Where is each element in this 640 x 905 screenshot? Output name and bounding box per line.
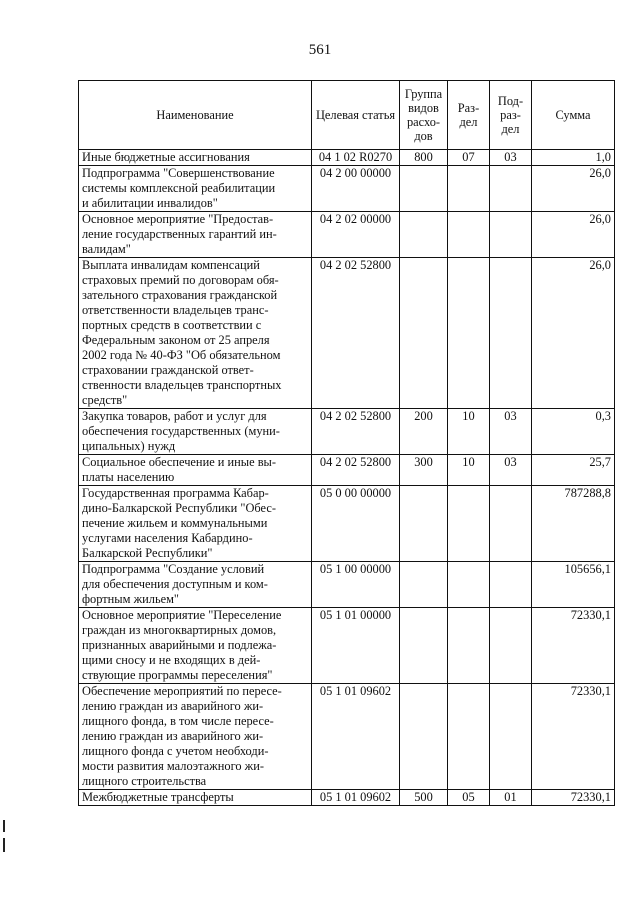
table-row — [79, 608, 615, 684]
row-section — [448, 258, 490, 409]
row-section — [448, 684, 490, 790]
row-name: Социальное обеспечение и иные вы- платы населению — [79, 455, 312, 486]
row-target: 05 1 01 09602 — [312, 684, 400, 790]
row-group: 300 — [400, 455, 448, 486]
row-section — [448, 608, 490, 684]
table-row — [79, 790, 615, 806]
row-sum: 72330,1 — [532, 608, 615, 684]
row-subsection — [490, 486, 532, 562]
row-group — [400, 166, 448, 212]
row-name: Подпрограмма "Создание условий для обеспечения доступным и ком- фортным жильем" — [79, 562, 312, 608]
row-section — [448, 166, 490, 212]
header-section: Раз-дел — [448, 81, 490, 150]
row-subsection: 03 — [490, 455, 532, 486]
header-subsection: Под-раз-дел — [490, 81, 532, 150]
table-header-row — [79, 81, 615, 150]
table-row — [79, 150, 615, 166]
header-name: Наименование — [79, 81, 312, 150]
row-section: 05 — [448, 790, 490, 806]
row-target: 04 2 02 52800 — [312, 409, 400, 455]
row-subsection: 01 — [490, 790, 532, 806]
row-section: 10 — [448, 455, 490, 486]
row-name: Государственная программа Кабар- дино-Балкарской Республики "Обес- печение жильем и коммунальными услугами населения Кабардино- Балкарской Республики" — [79, 486, 312, 562]
row-name: Выплата инвалидам компенсаций страховых премий по договорам обя- зательного страхования гражданской ответственности владельцев транс- портных средств в соответствии с Федеральным законом от 25 апреля 2002 года № 40-ФЗ "Об обязательном страховании гражданской ответ- ственности владельцев транспортных средств" — [79, 258, 312, 409]
table-row — [79, 258, 615, 409]
table-row — [79, 212, 615, 258]
table-row — [79, 562, 615, 608]
budget-table — [78, 80, 615, 806]
row-target: 04 2 00 00000 — [312, 166, 400, 212]
row-target: 04 2 02 52800 — [312, 258, 400, 409]
row-section — [448, 212, 490, 258]
row-sum: 26,0 — [532, 166, 615, 212]
header-group: Группа видов расхо-дов — [400, 81, 448, 150]
row-sum: 0,3 — [532, 409, 615, 455]
row-name: Подпрограмма "Совершенствование системы комплексной реабилитации и абилитации инвалидов" — [79, 166, 312, 212]
header-target: Целевая статья — [312, 81, 400, 150]
row-subsection — [490, 562, 532, 608]
row-target: 04 2 02 00000 — [312, 212, 400, 258]
row-target: 05 1 01 09602 — [312, 790, 400, 806]
table-row — [79, 166, 615, 212]
row-subsection — [490, 608, 532, 684]
row-group — [400, 684, 448, 790]
table-row — [79, 409, 615, 455]
row-section: 10 — [448, 409, 490, 455]
row-sum: 787288,8 — [532, 486, 615, 562]
row-name: Основное мероприятие "Предостав- ление государственных гарантий ин- валидам" — [79, 212, 312, 258]
table-row — [79, 455, 615, 486]
row-target: 05 1 00 00000 — [312, 562, 400, 608]
scan-margin-mark — [3, 838, 5, 852]
row-sum: 72330,1 — [532, 790, 615, 806]
row-group: 500 — [400, 790, 448, 806]
row-target: 04 2 02 52800 — [312, 455, 400, 486]
row-subsection: 03 — [490, 409, 532, 455]
row-section — [448, 562, 490, 608]
row-sum: 26,0 — [532, 212, 615, 258]
row-subsection — [490, 166, 532, 212]
row-sum: 26,0 — [532, 258, 615, 409]
row-subsection — [490, 684, 532, 790]
row-name: Межбюджетные трансферты — [79, 790, 312, 806]
row-subsection: 03 — [490, 150, 532, 166]
row-group: 200 — [400, 409, 448, 455]
row-name: Иные бюджетные ассигнования — [79, 150, 312, 166]
row-target: 05 1 01 00000 — [312, 608, 400, 684]
row-group: 800 — [400, 150, 448, 166]
row-sum: 1,0 — [532, 150, 615, 166]
row-section: 07 — [448, 150, 490, 166]
row-name: Обеспечение мероприятий по пересе- лению граждан из аварийного жи- лищного фонда, в том числе пересе- лению граждан из аварийного жи- лищного фонда с учетом необходи- мости развития малоэтажного жи- лищного строительства — [79, 684, 312, 790]
row-target: 04 1 02 R0270 — [312, 150, 400, 166]
row-sum: 72330,1 — [532, 684, 615, 790]
row-target: 05 0 00 00000 — [312, 486, 400, 562]
table-row — [79, 684, 615, 790]
page-number: 561 — [308, 42, 332, 58]
row-name: Закупка товаров, работ и услуг для обеспечения государственных (муни- ципальных) нужд — [79, 409, 312, 455]
row-subsection — [490, 212, 532, 258]
header-sum: Сумма — [532, 81, 615, 150]
row-group — [400, 608, 448, 684]
row-group — [400, 258, 448, 409]
row-group — [400, 486, 448, 562]
row-group — [400, 562, 448, 608]
row-group — [400, 212, 448, 258]
row-subsection — [490, 258, 532, 409]
table-row — [79, 486, 615, 562]
scan-margin-mark — [3, 820, 5, 832]
row-section — [448, 486, 490, 562]
row-sum: 25,7 — [532, 455, 615, 486]
row-sum: 105656,1 — [532, 562, 615, 608]
row-name: Основное мероприятие "Переселение граждан из многоквартирных домов, признанных аварийными и подлежа- щими сносу и не входящих в дей- ствующие программы переселения" — [79, 608, 312, 684]
